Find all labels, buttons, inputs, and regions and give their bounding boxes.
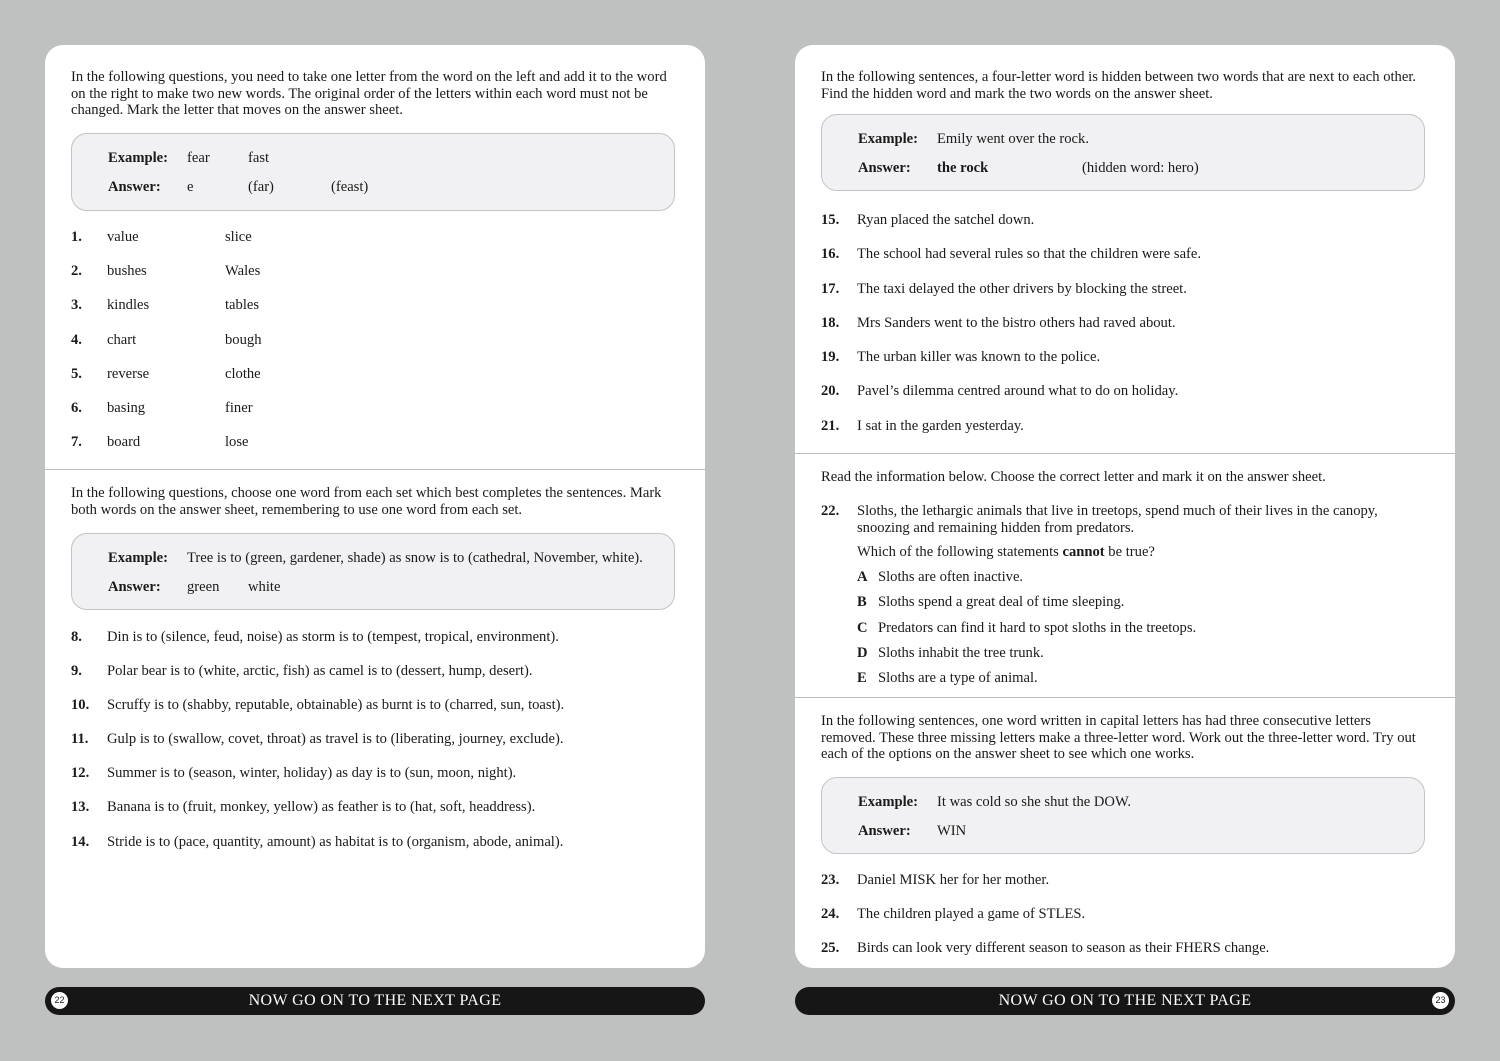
question-number: 3. [71,297,82,313]
page-number-badge: 23 [1432,992,1449,1009]
question-number: 6. [71,400,82,416]
prompt-bold: cannot [1062,544,1105,560]
question-number: 17. [821,281,840,297]
example-text: Tree is to (green, gardener, shade) as snow is to (cathedral, November, white). [187,550,643,566]
question-number: 1. [71,229,82,245]
answer-text: the rock [937,160,989,176]
answer-text: WIN [937,823,967,839]
right-page [795,45,1455,968]
question-text: The urban killer was known to the police. [857,349,1101,365]
example-word-left: fear [187,150,210,166]
question-text: The children played a game of STLES. [857,906,1086,922]
example-box [71,533,675,610]
word-left: bushes [107,263,147,279]
word-left: basing [107,400,146,416]
footer-right [795,987,1455,1015]
section2-instruction: In the following questions, choose one word from each set which best completes the sentences. Mark both words on the answer sheet, remembering to use one word from each set. [71,485,662,518]
example-box [821,114,1425,191]
option-text: Sloths spend a great deal of time sleeping. [878,594,1125,610]
question-text: Banana is to (fruit, monkey, yellow) as feather is to (hat, soft, headdress). [107,799,536,815]
section2-instruction: Read the information below. Choose the correct letter and mark it on the answer sheet. [821,469,1326,485]
example-label: Example: [108,150,168,166]
word-right: Wales [225,263,261,279]
prompt-before: Which of the following statements [857,544,1063,560]
question-text: The school had several rules so that the children were safe. [857,246,1202,262]
word-right: bough [225,332,262,348]
section1-instruction: In the following questions, you need to take one letter from the word on the left and add it to the word on the right to make two new words. The original order of the letters within each word must not be changed. Mark the letter that moves on the answer sheet. [71,69,667,119]
next-page-banner: NOW GO ON TO THE NEXT PAGE [998,992,1252,1009]
example-text: Emily went over the rock. [937,131,1089,147]
answer-word-left: (far) [248,179,274,195]
word-right: tables [225,297,260,313]
question-number: 15. [821,212,840,228]
question-number: 21. [821,418,840,434]
question-number: 23. [821,872,840,888]
left-page [45,45,705,968]
answer-word-right: (feast) [331,179,369,195]
answer-label: Answer: [858,823,911,839]
section3-instruction: In the following sentences, one word written in capital letters has had three consecutive letters removed. These three missing letters make a three-letter word. Work out the three-letter word. Try out each of the options on the answer sheet to see which one works. [821,713,1416,763]
word-left: chart [107,332,137,348]
answer-word-left: green [187,579,220,595]
example-text: It was cold so she shut the DOW. [937,794,1132,810]
question-text: Gulp is to (swallow, covet, throat) as travel is to (liberating, journey, exclude). [107,731,564,747]
question-text: Din is to (silence, feud, noise) as storm is to (tempest, tropical, environment). [107,629,559,645]
question-text: Polar bear is to (white, arctic, fish) as camel is to (dessert, hump, desert). [107,663,533,679]
question-number: 22. [821,503,840,519]
question-number: 11. [71,731,89,747]
option-letter: D [857,645,868,661]
question-number: 24. [821,906,840,922]
question-text: Daniel MISK her for her mother. [857,872,1050,888]
option-text: Sloths are often inactive. [878,569,1024,585]
question-number: 20. [821,383,840,399]
example-box [71,133,675,211]
question-text: The taxi delayed the other drivers by blocking the street. [857,281,1187,297]
question-number: 8. [71,629,82,645]
prompt-after: be true? [1104,544,1155,560]
word-left: reverse [107,366,150,382]
section-divider [795,453,1455,454]
question-number: 12. [71,765,90,781]
question-number: 4. [71,332,82,348]
word-right: slice [225,229,252,245]
question-text: I sat in the garden yesterday. [857,418,1024,434]
question-text: Pavel’s dilemma centred around what to do on holiday. [857,383,1179,399]
question-number: 2. [71,263,82,279]
example-label: Example: [108,550,168,566]
option-letter: C [857,620,868,636]
option-text: Sloths are a type of animal. [878,670,1038,686]
question-text: Summer is to (season, winter, holiday) as day is to (sun, moon, night). [107,765,517,781]
answer-note: (hidden word: hero) [1082,160,1199,176]
answer-label: Answer: [108,179,161,195]
answer-letter: e [187,179,194,195]
footer-left [45,987,705,1015]
example-label: Example: [858,131,918,147]
question-number: 18. [821,315,840,331]
word-right: lose [225,434,249,450]
question-number: 9. [71,663,82,679]
question-number: 16. [821,246,840,262]
prompt-text [857,544,1155,561]
question-text: Birds can look very different season to season as their FHERS change. [857,940,1270,956]
section-divider [45,469,705,470]
next-page-banner: NOW GO ON TO THE NEXT PAGE [248,992,502,1009]
word-right: finer [225,400,253,416]
example-box [821,777,1425,854]
answer-word-right: white [248,579,281,595]
word-left: board [107,434,141,450]
question-number: 19. [821,349,840,365]
example-word-right: fast [248,150,270,166]
option-letter: B [857,594,867,610]
question-text: Scruffy is to (shabby, reputable, obtainable) as burnt is to (charred, sun, toast). [107,697,565,713]
question-number: 25. [821,940,840,956]
section-divider [795,697,1455,698]
section1-instruction: In the following sentences, a four-letter word is hidden between two words that are next to each other. Find the hidden word and mark the two words on the answer sheet. [821,69,1417,102]
question-number: 14. [71,834,90,850]
answer-label: Answer: [108,579,161,595]
question-22 [821,503,1435,543]
question-number: 13. [71,799,90,815]
answer-label: Answer: [858,160,911,176]
example-label: Example: [858,794,918,810]
question-text: Sloths, the lethargic animals that live in treetops, spend much of their lives in the canopy, snoozing and remaining hidden from predators. [857,503,1378,536]
question-text: Ryan placed the satchel down. [857,212,1035,228]
option-text: Sloths inhabit the tree trunk. [878,645,1044,661]
page-number-badge: 22 [51,992,68,1009]
word-left: kindles [107,297,150,313]
option-letter: A [857,569,868,585]
question-number: 5. [71,366,82,382]
option-text: Predators can find it hard to spot sloths in the treetops. [878,620,1197,636]
option-letter: E [857,670,867,686]
question-text: Stride is to (pace, quantity, amount) as habitat is to (organism, abode, animal). [107,834,564,850]
word-left: value [107,229,139,245]
question-number: 10. [71,697,90,713]
word-right: clothe [225,366,261,382]
question-text: Mrs Sanders went to the bistro others had raved about. [857,315,1176,331]
question-number: 7. [71,434,82,450]
